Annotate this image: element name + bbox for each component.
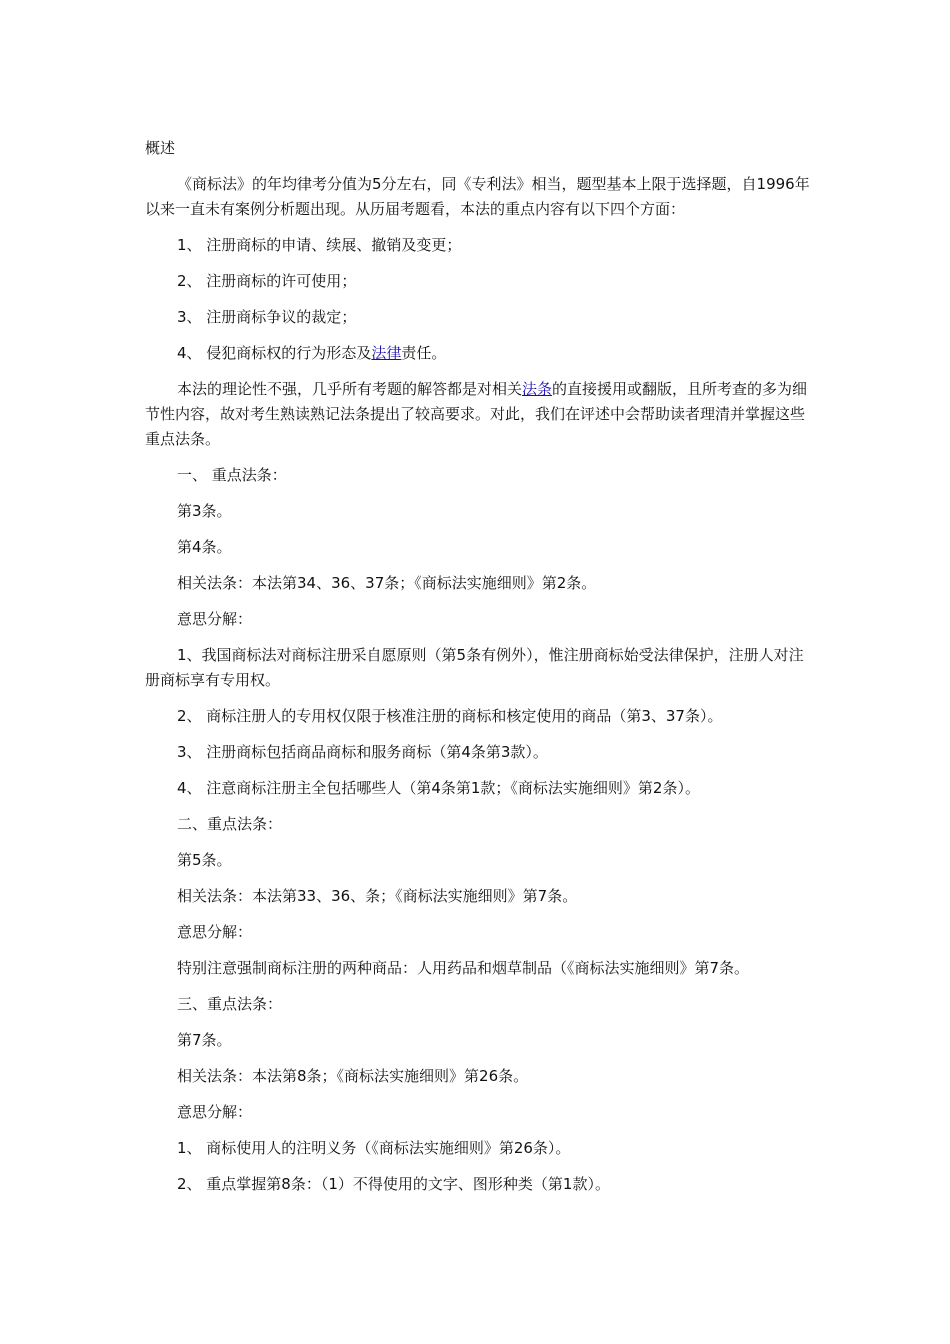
section1-point-3: 3、 注册商标包括商品商标和服务商标（第4条第3款）。 [177,743,548,761]
section1-article-3: 第3条。 [177,502,232,520]
section2-heading: 二、重点法条： [177,815,283,833]
focus-point-4-text: 4、 侵犯商标权的行为形态及 [177,344,372,362]
theory-paragraph [145,377,813,452]
document-body [145,136,813,1208]
section3-related: 相关法条：本法第8条；《商标法实施细则》第26条。 [177,1067,529,1085]
section1-article-4: 第4条。 [177,538,232,556]
section2-related: 相关法条：本法第33、36、条；《商标法实施细则》第7条。 [177,887,578,905]
law-link[interactable]: 法律 [371,344,402,362]
theory-paragraph-text: 本法的理论性不强，几乎所有考题的解答都是对相关 [177,380,523,398]
section1-meaning-label: 意思分解： [177,610,253,628]
section3-point-1: 1、 商标使用人的注明义务（《商标法实施细则》第26条）。 [177,1139,571,1157]
focus-point-4-tail: 责任。 [401,344,447,362]
section2-point: 特别注意强制商标注册的两种商品：人用药品和烟草制品（《商标法实施细则》第7条。 [177,959,750,977]
section3-article: 第7条。 [177,1031,232,1049]
intro-paragraph: 《商标法》的年均律考分值为5分左右，同《专利法》相当，题型基本上限于选择题，自1996年以来一直未有案例分析题出现。从历届考题看，本法的重点内容有以下四个方面： [145,175,810,218]
focus-point-2: 2、 注册商标的许可使用； [177,272,357,290]
theory-paragraph-tail: 的直接援用或翻版，且所考查的多为细节性内容，故对考生熟读熟记法条提出了较高要求。对此，我们在评述中会帮助读者理清并掌握这些重点法条。 [145,380,808,448]
section1-point-1: 1、我国商标法对商标注册采自愿原则（第5条有例外），惟注册商标始受法律保护，注册人对注册商标享有专用权。 [145,646,804,689]
section1-point-2: 2、 商标注册人的专用权仅限于核准注册的商标和核定使用的商品（第3、37条）。 [177,707,723,725]
section1-heading: 一、 重点法条： [177,466,287,484]
section2-meaning-label: 意思分解： [177,923,253,941]
section1-point-4: 4、 注意商标注册主全包括哪些人（第4条第1款；《商标法实施细则》第2条）。 [177,779,700,797]
section3-heading: 三、重点法条： [177,995,283,1013]
section3-meaning-label: 意思分解： [177,1103,253,1121]
law-article-link[interactable]: 法条 [522,380,553,398]
focus-point-3: 3、 注册商标争议的裁定； [177,308,357,326]
section3-point-2: 2、 重点掌握第8条：（1）不得使用的文字、图形种类（第1款）。 [177,1175,610,1193]
focus-point-1: 1、 注册商标的申请、续展、撤销及变更； [177,236,462,254]
section2-article: 第5条。 [177,851,232,869]
focus-point-4 [145,341,813,366]
document-title: 概述 [145,139,176,157]
section1-related: 相关法条：本法第34、36、37条；《商标法实施细则》第2条。 [177,574,597,592]
